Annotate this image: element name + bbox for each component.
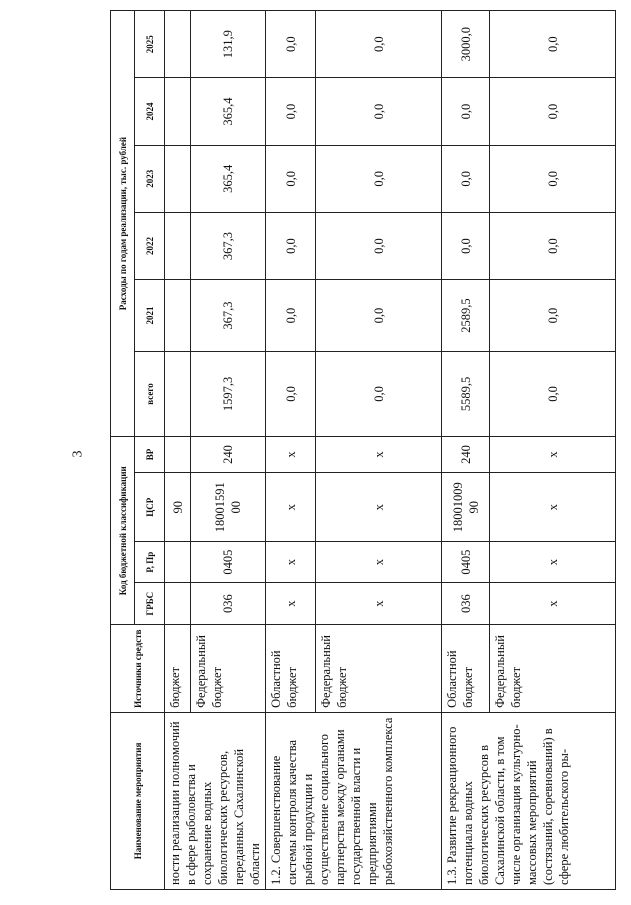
table-row	[165, 11, 191, 890]
y2025-cell: 3000,0	[442, 11, 490, 78]
source-cell: Федеральный бюджет	[490, 625, 616, 712]
header-row-1	[111, 11, 135, 890]
rpr-cell	[165, 542, 191, 582]
rpr-cell: 0405	[191, 542, 266, 582]
total-cell: 0,0	[316, 351, 442, 436]
table-row	[266, 11, 316, 890]
y2025-cell	[165, 11, 191, 78]
y2022-cell: 0,0	[442, 212, 490, 279]
table-row	[442, 11, 490, 890]
y2021-cell: 0,0	[266, 280, 316, 352]
y2021-cell: 0,0	[316, 280, 442, 352]
rpr-cell: х	[490, 542, 616, 582]
rpr-cell: х	[266, 542, 316, 582]
header-2023: 2023	[135, 145, 165, 212]
y2021-cell: 2589,5	[442, 280, 490, 352]
y2024-cell: 0,0	[490, 78, 616, 145]
vr-cell: 240	[191, 437, 266, 473]
total-cell: 5589,5	[442, 351, 490, 436]
source-cell: Федеральный бюджет	[191, 625, 266, 712]
source-cell: Областной бюджет	[442, 625, 490, 712]
y2023-cell: 0,0	[490, 145, 616, 212]
y2024-cell: 0,0	[316, 78, 442, 145]
y2025-cell: 131,9	[191, 11, 266, 78]
total-cell: 1597,3	[191, 351, 266, 436]
header-vr: ВР	[135, 437, 165, 473]
page-number: 3	[70, 450, 86, 458]
header-name: Наименование мероприятия	[111, 712, 165, 889]
vr-cell	[165, 437, 191, 473]
source-cell: Федеральный бюджет	[316, 625, 442, 712]
rpr-cell: х	[316, 542, 442, 582]
header-csr: ЦСР	[135, 473, 165, 543]
header-2021: 2021	[135, 280, 165, 352]
csr-cell: х	[266, 473, 316, 543]
vr-cell: х	[316, 437, 442, 473]
header-2022: 2022	[135, 212, 165, 279]
vr-cell: х	[490, 437, 616, 473]
header-2024: 2024	[135, 78, 165, 145]
measure-name-cell: 1.2. Совершенствование системы контроля качества рыбной продукции и осуществление социального партнерства между органами государственной власти и предприятиями рыбохозяйственного комплекса	[266, 712, 442, 889]
measure-name-cell: ности реализации полномочий в сфере рыболовства и сохранение водных биологических ресурсов, переданных Сахалинской области	[165, 712, 266, 889]
y2024-cell: 0,0	[442, 78, 490, 145]
y2025-cell: 0,0	[266, 11, 316, 78]
grbs-cell: 036	[442, 582, 490, 625]
total-cell: 0,0	[266, 351, 316, 436]
y2023-cell: 365,4	[191, 145, 266, 212]
y2021-cell: 0,0	[490, 280, 616, 352]
grbs-cell	[165, 582, 191, 625]
grbs-cell: х	[316, 582, 442, 625]
rpr-cell: 0405	[442, 542, 490, 582]
budget-table	[110, 10, 616, 890]
csr-cell: х	[490, 473, 616, 543]
csr-cell: 18001009 90	[442, 473, 490, 543]
y2023-cell: 0,0	[316, 145, 442, 212]
y2024-cell: 0,0	[266, 78, 316, 145]
header-rpr: Р, Пр	[135, 542, 165, 582]
csr-cell: 90	[165, 473, 191, 543]
y2025-cell: 0,0	[490, 11, 616, 78]
y2022-cell: 0,0	[266, 212, 316, 279]
rotated-page	[110, 10, 600, 890]
total-cell: 0,0	[490, 351, 616, 436]
y2024-cell	[165, 78, 191, 145]
header-total: всего	[135, 351, 165, 436]
y2021-cell: 367,3	[191, 280, 266, 352]
measure-name-cell: 1.3. Развитие рекреационного потенциала водных биологических ресурсов в Сахалинской области, в том числе организация культурно-массовых мероприятий (состязаний, соревнований) в сфере любительского ры-	[442, 712, 616, 889]
y2022-cell	[165, 212, 191, 279]
y2024-cell: 365,4	[191, 78, 266, 145]
csr-cell: х	[316, 473, 442, 543]
header-expenses: Расходы по годам реализации, тыс. рублей	[111, 11, 135, 437]
vr-cell: 240	[442, 437, 490, 473]
y2021-cell	[165, 280, 191, 352]
header-2025: 2025	[135, 11, 165, 78]
vr-cell: х	[266, 437, 316, 473]
csr-cell: 18001591 00	[191, 473, 266, 543]
header-sources: Источники средств	[111, 625, 165, 712]
header-budget-code: Код бюджетной классификации	[111, 437, 135, 625]
y2025-cell: 0,0	[316, 11, 442, 78]
grbs-cell: х	[490, 582, 616, 625]
y2022-cell: 0,0	[316, 212, 442, 279]
y2023-cell: 0,0	[266, 145, 316, 212]
source-cell: бюджет	[165, 625, 191, 712]
y2023-cell: 0,0	[442, 145, 490, 212]
y2022-cell: 0,0	[490, 212, 616, 279]
total-cell	[165, 351, 191, 436]
header-grbs: ГРБС	[135, 582, 165, 625]
source-cell: Областной бюджет	[266, 625, 316, 712]
grbs-cell: х	[266, 582, 316, 625]
y2023-cell	[165, 145, 191, 212]
y2022-cell: 367,3	[191, 212, 266, 279]
grbs-cell: 036	[191, 582, 266, 625]
